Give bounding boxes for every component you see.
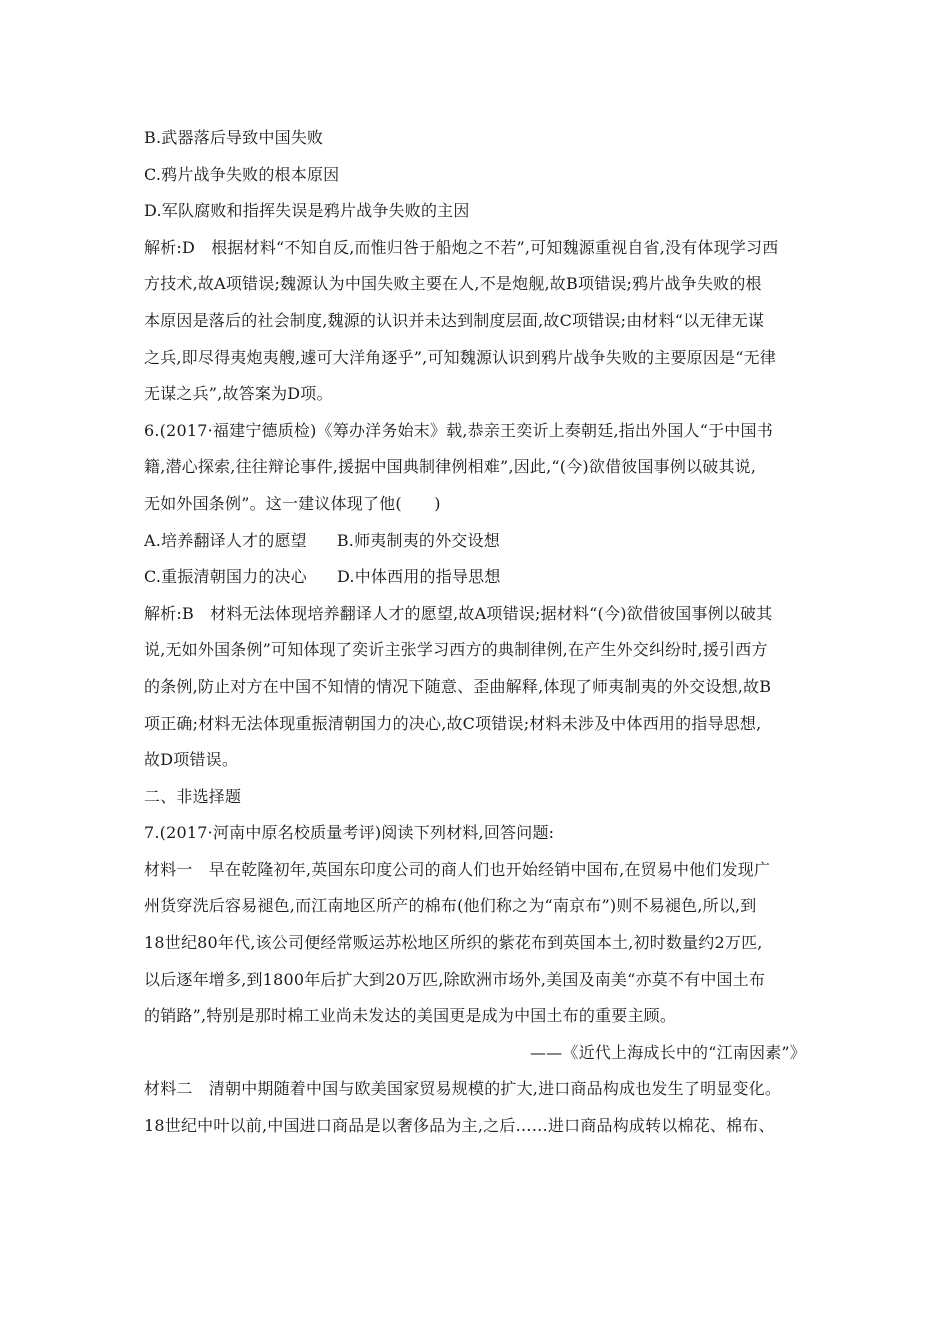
q6-stem-line: 无如外国条例”。这一建议体现了他( ) (144, 493, 441, 513)
q6-analysis-line: 说,无如外国条例”可知体现了奕䜣主张学习西方的典制律例,在产生外交纠纷时,援引西方 (144, 640, 768, 660)
q6-analysis-line: 解析:B 材料无法体现培养翻译人才的愿望,故A项错误;据材料“(今)欲借彼国事例以破其 (144, 603, 773, 623)
material-one (144, 852, 824, 1035)
q6-options-row-ab (144, 523, 824, 560)
q5-option-b: B.武器落后导致中国失败 (144, 128, 324, 147)
material-one-line: 州货穿洗后容易褪色,而江南地区所产的棉布(他们称之为“南京布”)则不易褪色,所以,到 (144, 896, 757, 916)
q6-option-b: B.师夷制夷的外交设想 (336, 530, 500, 550)
material-one-line: 以后逐年增多,到1800年后扩大到20万匹,除欧洲市场外,美国及南美“亦莫不有中国土布 (144, 969, 766, 989)
material-one-source: ——《近代上海成长中的“江南因素”》 (530, 1042, 806, 1062)
q5-analysis-line: 之兵,即尽得夷炮夷艘,遽可大洋角逐乎”,可知魏源认识到鸦片战争失败的主要原因是“无律 (144, 347, 777, 367)
q5-option-c: C.鸦片战争失败的根本原因 (144, 164, 340, 184)
material-one-line: 的销路”,特别是那时棉工业尚未发达的美国更是成为中国土布的重要主顾。 (144, 1006, 677, 1026)
q5-analysis (144, 230, 824, 413)
q6-stem-line: 6.(2017·福建宁德质检)《筹办洋务始末》载,恭亲王奕䜣上奏朝廷,指出外国人“于中国书 (144, 420, 773, 440)
material-two (144, 1071, 824, 1144)
document-page (144, 120, 824, 1145)
material-two-line: 材料二 清朝中期随着中国与欧美国家贸易规模的扩大,进口商品构成也发生了明显变化。 (144, 1079, 782, 1099)
q5-analysis-line: 解析:D 根据材料“不知自反,而惟归咎于船炮之不若”,可知魏源重视自省,没有体现学习西 (144, 237, 779, 257)
q6-stem-line: 籍,潜心探索,往往辩论事件,援据中国典制律例相难”,因此,“(今)欲借彼国事例以破其说, (144, 457, 757, 477)
material-one-line: 18世纪80年代,该公司便经常贩运苏松地区所织的紫花布到英国本土,初时数量约2万匹, (144, 933, 763, 953)
q6-analysis-line: 故D项错误。 (144, 750, 239, 770)
q5-analysis-line: 本原因是落后的社会制度,魏源的认识并未达到制度层面,故C项错误;由材料“以无律无谋 (144, 310, 765, 330)
q6-option-a: A.培养翻译人才的愿望 (144, 530, 307, 550)
q6-stem (144, 413, 824, 523)
q6-analysis-line: 的条例,防止对方在中国不知情的情况下随意、歪曲解释,体现了师夷制夷的外交设想,故B (144, 676, 772, 696)
section-title: 二、非选择题 (144, 786, 242, 806)
q6-analysis-line: 项正确;材料无法体现重振清朝国力的决心,故C项错误;材料未涉及中体西用的指导思想, (144, 713, 762, 733)
q6-analysis (144, 596, 824, 779)
q7-stem: 7.(2017·河南中原名校质量考评)阅读下列材料,回答问题: (144, 823, 555, 843)
q6-options-row-cd (144, 559, 824, 596)
material-one-line: 材料一 早在乾隆初年,英国东印度公司的商人们也开始经销中国布,在贸易中他们发现广 (144, 859, 771, 879)
q6-option-d: D.中体西用的指导思想 (336, 567, 501, 587)
q6-option-c: C.重振清朝国力的决心 (144, 567, 307, 587)
q5-analysis-line: 无谋之兵”,故答案为D项。 (144, 384, 333, 404)
q5-option-d: D.军队腐败和指挥失误是鸦片战争失败的主因 (144, 201, 470, 221)
q5-analysis-line: 方技术,故A项错误;魏源认为中国失败主要在人,不是炮舰,故B项错误;鸦片战争失败的根 (144, 274, 762, 294)
material-two-line: 18世纪中叶以前,中国进口商品是以奢侈品为主,之后……进口商品构成转以棉花、棉布、 (144, 1116, 775, 1136)
